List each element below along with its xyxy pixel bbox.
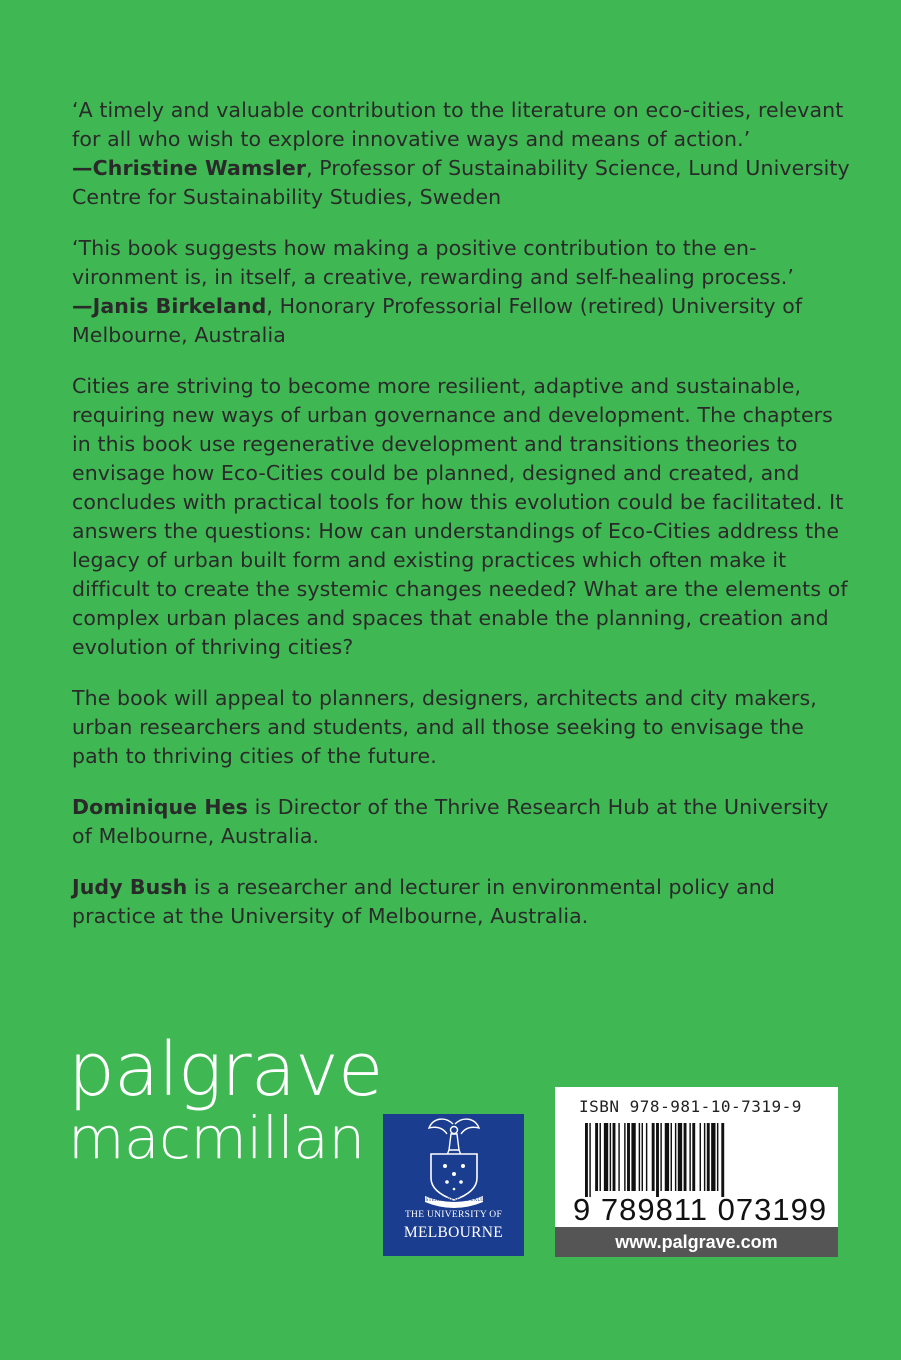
barcode-bar (704, 1123, 705, 1191)
barcode-bar (692, 1123, 695, 1191)
barcode-bar (652, 1123, 655, 1191)
logo-line-palgrave: palgrave (68, 1027, 383, 1113)
barcode-bar (585, 1123, 588, 1197)
barcode-bar (678, 1123, 682, 1191)
barcode-bar (595, 1123, 598, 1191)
quote-text: ‘A timely and valuable contribution to the literature on eco-cities, relevant for all who wish to explore innovative ways and means of action.’ (72, 98, 844, 151)
quote-text: ‘This book suggests how making a positive contribution to the environment is, in itself, a creative, rewarding and self-healing process.’ (72, 236, 795, 289)
book-audience: The book will appeal to planners, designers, architects and city makers, urban researchers and students, and all those seeking to envisage the path to thriving cities of the future. (72, 686, 817, 768)
barcode-bar (707, 1123, 710, 1191)
author-bio-hes (72, 793, 852, 851)
barcode-bar (589, 1123, 590, 1197)
barcode-bar (700, 1123, 701, 1191)
barcode-bar (646, 1123, 647, 1191)
barcode-bar (613, 1123, 616, 1191)
uom-line-2: MELBOURNE (403, 1224, 504, 1241)
barcode-bar (684, 1123, 687, 1191)
quote-affiliation: , Professor of Sustainability Science, Lund University Centre for Sustainability Studies, Sweden (72, 156, 850, 209)
quote-janis-birkeland (72, 234, 852, 350)
book-description: Cities are striving to become more resilient, adaptive and sustainable, requiring new ways of urban governance and development. The chapters in this book use regenerative development and transitions theories to envisage how Eco-Cities could be planned, designed and created, and concludes with practical tools for how this evolution could be facilitated. It answers the questions: How can understandings of Eco-Cities address the legacy of urban built form and existing practices which often make it difficult to create the systemic changes needed? What are the elements of complex urban places and spaces that enable the planning, creation and evolution of thriving cities? (72, 374, 848, 659)
barcode-bar (656, 1123, 659, 1197)
barcode-bar (689, 1123, 690, 1191)
barcode-bar (631, 1123, 635, 1191)
barcode-bar (642, 1123, 643, 1191)
isbn-barcode-box (555, 1087, 838, 1257)
palgrave-macmillan-logo (68, 1027, 383, 1172)
barcode-bar (665, 1123, 669, 1191)
quote-christine-wamsler (72, 96, 852, 212)
barcode-bar (660, 1123, 661, 1191)
barcode-bar (675, 1123, 676, 1191)
author-name: Dominique Hes (72, 795, 248, 819)
author-name: Judy Bush (72, 875, 188, 899)
uom-motto: POSTERA CRESCAM LAUDE (418, 1198, 489, 1203)
publisher-website: www.palgrave.com (555, 1227, 838, 1257)
barcode-bar (610, 1123, 611, 1191)
quote-author: —Janis Birkeland (72, 294, 267, 318)
back-cover-text (72, 96, 852, 953)
barcode-bar (600, 1123, 601, 1191)
uom-crest-icon (383, 1114, 524, 1210)
logo-line-macmillan: macmillan (68, 1104, 365, 1172)
barcode-bar (618, 1123, 619, 1191)
barcode-bar (627, 1123, 630, 1191)
barcode-bar (717, 1123, 718, 1191)
quote-affiliation: , Honorary Professorial Fellow (retired) University of Melbourne, Australia (72, 294, 803, 347)
author-bio-text: is a researcher and lecturer in environmental policy and practice at the University of Melbourne, Australia. (72, 875, 775, 928)
barcode-bar (624, 1123, 625, 1191)
barcode-bar (721, 1123, 724, 1197)
isbn-label: ISBN 978-981-10-7319-9 (579, 1097, 802, 1116)
barcode-bar (604, 1123, 608, 1191)
barcode-bar (639, 1123, 640, 1191)
barcode-bar (711, 1123, 715, 1191)
uom-line-1: THE UNIVERSITY OF (404, 1210, 503, 1220)
university-of-melbourne-logo (383, 1114, 524, 1256)
quote-author: —Christine Wamsler (72, 156, 307, 180)
author-bio-text: is Director of the Thrive Research Hub at the University of Melbourne, Australia. (72, 795, 829, 848)
barcode-bar (671, 1123, 672, 1191)
barcode-number: 9 789811 073199 (573, 1192, 828, 1227)
author-bio-bush (72, 873, 852, 931)
